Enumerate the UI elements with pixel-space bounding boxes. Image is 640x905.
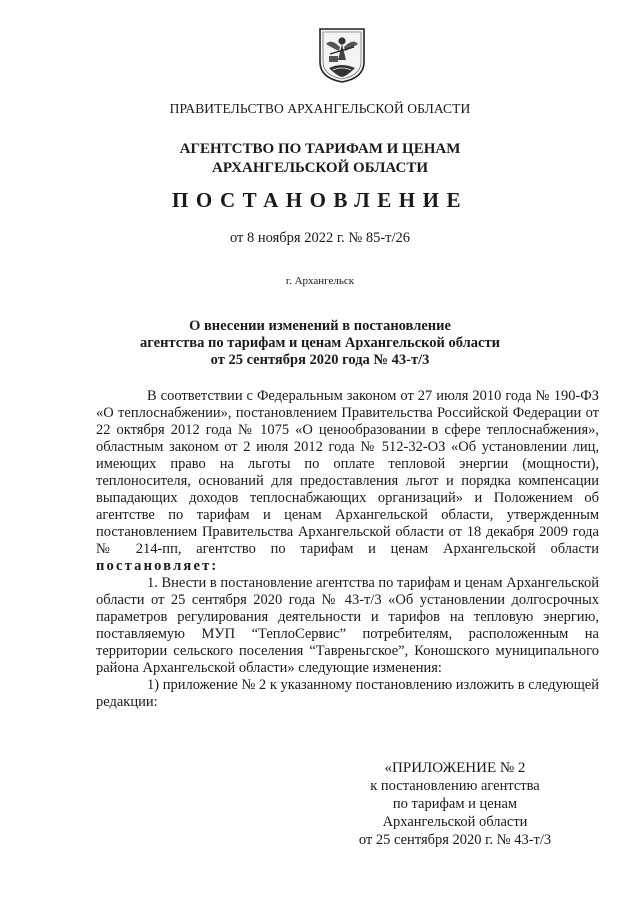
agency-name-line: АГЕНТСТВО ПО ТАРИФАМ И ЦЕНАМ [179, 141, 461, 157]
document-title-line: О внесении изменений в постановление [189, 318, 451, 334]
appendix-line: от 25 сентября 2020 г. № 43-т/3 [358, 832, 552, 848]
document-title-line: агентства по тарифам и ценам Архангельской области [140, 335, 500, 351]
document-title-line: от 25 сентября 2020 года № 43-т/3 [210, 352, 430, 368]
appendix-line: по тарифам и ценам [392, 796, 518, 812]
preamble-paragraph [96, 388, 599, 575]
document-title [0, 318, 640, 369]
document-city: г. Архангельск [285, 275, 355, 287]
agency-name [0, 140, 640, 178]
item-1-1-paragraph: 1) приложение № 2 к указанному постановлению изложить в следующей редакции: [96, 677, 599, 710]
item-1-paragraph: 1. Внести в постановление агентства по тарифам и ценам Архангельской области от 25 сентября 2020 года № 43-т/3 «Об установлении долгосрочных параметров регулирования деятельности и тарифов на тепловую энергию, поставляемую МУП “ТеплоСервис” потребителям, расположенным на территории сельского поселения “Тавреньгское”, Коношского муниципального района Архангельской области» следующие изменения: [96, 575, 599, 676]
arkhangelsk-coat-of-arms-icon [317, 26, 367, 84]
document-date-number: от 8 ноября 2022 г. № 85-т/26 [229, 230, 411, 246]
appendix-line: к постановлению агентства [370, 778, 540, 794]
document-body [96, 388, 599, 711]
appendix-header [340, 759, 570, 849]
appendix-line: «ПРИЛОЖЕНИЕ № 2 [384, 760, 526, 776]
preamble-text: В соответствии с Федеральным законом от 27 июля 2010 года № 190-ФЗ «О теплоснабжении», постановлением Правительства Российской Федерации от 22 октября 2012 года № 1075 «О ценообразовании в сфере теплоснабжения», областным законом от 2 июля 2012 года № 512-32-ОЗ «Об установлении лиц, имеющих право на льготы по оплате тепловой энергии (мощности), теплоносителя, оснований для предоставления льгот и порядка компенсации выпадающих доходов теплоснабжающих организаций» и Положением об агентстве по тарифам и ценам Архангельской области, утвержденным постановлением Правительства Архангельской области от 18 декабря 2009 года № 214-пп, агентство по тарифам и ценам Архангельской области [96, 388, 599, 557]
resolves-word: постановляет: [96, 558, 219, 574]
government-name: ПРАВИТЕЛЬСТВО АРХАНГЕЛЬСКОЙ ОБЛАСТИ [169, 101, 471, 116]
appendix-line: Архангельской области [382, 814, 528, 830]
document-type: ПОСТАНОВЛЕНИЕ [172, 188, 468, 212]
agency-name-line: АРХАНГЕЛЬСКОЙ ОБЛАСТИ [212, 160, 428, 176]
